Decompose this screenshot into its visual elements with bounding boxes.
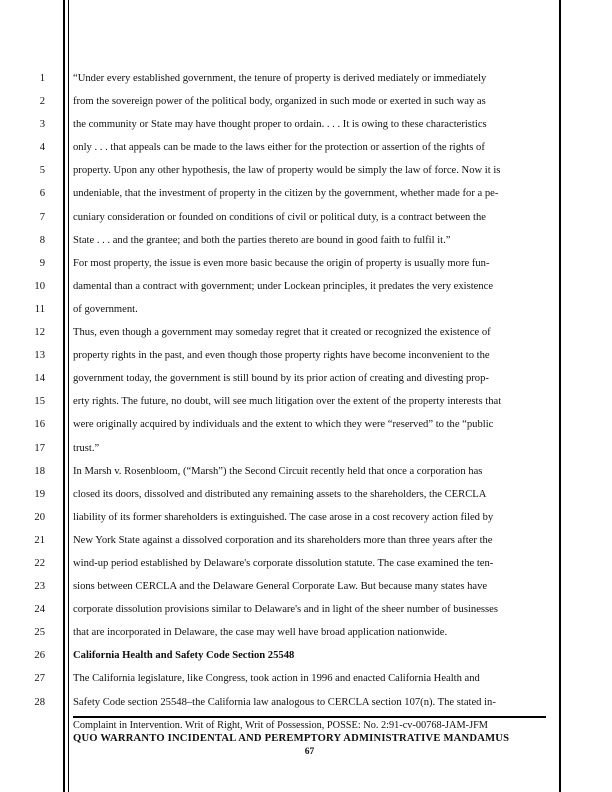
line-row <box>0 506 612 529</box>
footer-document-title: QUO WARRANTO INCIDENTAL AND PEREMPTORY ADMINISTRATIVE MANDAMUS <box>73 733 510 744</box>
line-number: 25 <box>34 627 45 639</box>
line-number: 26 <box>34 650 45 662</box>
line-row <box>0 252 612 275</box>
line-text: were originally acquired by individuals and the extent to which they were “reserved” to the “public <box>73 419 494 431</box>
line-number: 17 <box>34 442 45 454</box>
line-number: 27 <box>34 673 45 685</box>
line-number: 14 <box>34 373 45 385</box>
line-number: 21 <box>34 534 45 546</box>
line-row <box>0 483 612 506</box>
line-number: 20 <box>34 511 45 523</box>
line-text: trust.” <box>73 442 100 454</box>
line-row <box>0 552 612 575</box>
line-number: 6 <box>39 188 45 200</box>
line-row <box>0 229 612 252</box>
line-text: New York State against a dissolved corporation and its shareholders more than three years after the <box>73 534 493 546</box>
line-row <box>0 598 612 621</box>
line-row <box>0 206 612 229</box>
line-number: 18 <box>34 465 45 477</box>
line-row <box>0 437 612 460</box>
line-text: State . . . and the grantee; and both the parties thereto are bound in good faith to fulfil it.” <box>73 234 451 246</box>
line-number: 7 <box>39 211 45 223</box>
line-text: California Health and Safety Code Section 25548 <box>73 650 295 662</box>
line-row <box>0 460 612 483</box>
line-text: cuniary consideration or founded on conditions of civil or political duty, is a contract between the <box>73 211 486 223</box>
line-text: Safety Code section 25548–the California law analogous to CERCLA section 107(n). The stated in- <box>73 696 496 708</box>
line-text: that are incorporated in Delaware, the case may well have broad application nationwide. <box>73 627 448 639</box>
line-text: of government. <box>73 303 138 315</box>
line-number: 3 <box>39 119 45 131</box>
line-text: only . . . that appeals can be made to the laws either for the protection or assertion of the rights of <box>73 142 485 154</box>
footer-divider <box>73 716 546 718</box>
line-row <box>0 390 612 413</box>
line-text: damental than a contract with government; under Lockean principles, it predates the very existence <box>73 280 494 292</box>
line-number: 5 <box>39 165 45 177</box>
line-text: sions between CERCLA and the Delaware General Corporate Law. But because many states have <box>73 581 488 593</box>
line-text: the community or State may have thought proper to ordain. . . . It is owing to these characteristics <box>73 119 487 131</box>
line-row <box>0 159 612 182</box>
line-number: 1 <box>39 73 45 84</box>
line-number: 19 <box>34 488 45 500</box>
line-number: 22 <box>34 557 45 569</box>
line-row <box>0 182 612 205</box>
line-text: wind-up period established by Delaware's corporate dissolution statute. The case examined the ten- <box>73 557 494 569</box>
line-number: 11 <box>34 303 45 315</box>
line-text: The California legislature, like Congress, took action in 1996 and enacted California Health and <box>73 673 480 685</box>
line-row <box>0 136 612 159</box>
line-number: 4 <box>39 142 45 154</box>
line-text: “Under every established government, the tenure of property is derived mediately or immediately <box>73 73 487 84</box>
line-row <box>0 90 612 113</box>
line-number: 28 <box>34 696 45 708</box>
line-row <box>0 321 612 344</box>
line-number: 8 <box>39 234 45 246</box>
line-number: 16 <box>34 419 45 431</box>
line-text: corporate dissolution provisions similar to Delaware's and in light of the sheer number of businesses <box>73 604 498 616</box>
line-text: erty rights. The future, no doubt, will see much litigation over the extent of the property interests that <box>73 396 502 408</box>
line-row <box>0 367 612 390</box>
line-number: 23 <box>34 581 45 593</box>
line-text: Thus, even though a government may someday regret that it created or recognized the existence of <box>73 327 491 339</box>
line-row <box>0 621 612 644</box>
line-number: 2 <box>39 96 45 108</box>
line-row <box>0 67 612 90</box>
line-number: 10 <box>34 280 45 292</box>
line-row <box>0 644 612 667</box>
line-row <box>0 298 612 321</box>
line-text: from the sovereign power of the political body, organized in such mode or exerted in such way as <box>73 96 486 108</box>
line-row <box>0 413 612 436</box>
line-rows <box>0 67 612 714</box>
line-text: government today, the government is still bound by its prior action of creating and divesting prop- <box>73 373 489 385</box>
footer-case-caption: Complaint in Intervention. Writ of Right, Writ of Possession, POSSE: No. 2:91-cv-00768-JAM-JFM <box>73 720 488 731</box>
line-row <box>0 691 612 714</box>
line-text: property rights in the past, and even though those property rights have become inconvenient to the <box>73 350 490 362</box>
line-row <box>0 113 612 136</box>
line-text: liability of its former shareholders is extinguished. The case arose in a cost recovery action filed by <box>73 511 494 523</box>
line-row <box>0 667 612 690</box>
line-text: undeniable, that the investment of property in the citizen by the government, whether made for a pe- <box>73 188 499 200</box>
line-number: 24 <box>34 604 45 616</box>
page-number: 67 <box>304 747 315 757</box>
line-number: 13 <box>34 350 45 362</box>
line-number: 12 <box>34 327 45 339</box>
line-text: property. Upon any other hypothesis, the law of property would be simply the law of force. Now it is <box>73 165 501 177</box>
line-row <box>0 575 612 598</box>
line-row <box>0 344 612 367</box>
line-number: 15 <box>34 396 45 408</box>
line-row <box>0 275 612 298</box>
line-text: For most property, the issue is even more basic because the origin of property is usually more fun- <box>73 257 490 269</box>
line-number: 9 <box>39 257 45 269</box>
line-text: closed its doors, dissolved and distributed any remaining assets to the shareholders, the CERCLA <box>73 488 487 500</box>
line-row <box>0 529 612 552</box>
line-text: In Marsh v. Rosenbloom, (“Marsh”) the Second Circuit recently held that once a corporation has <box>73 465 483 477</box>
